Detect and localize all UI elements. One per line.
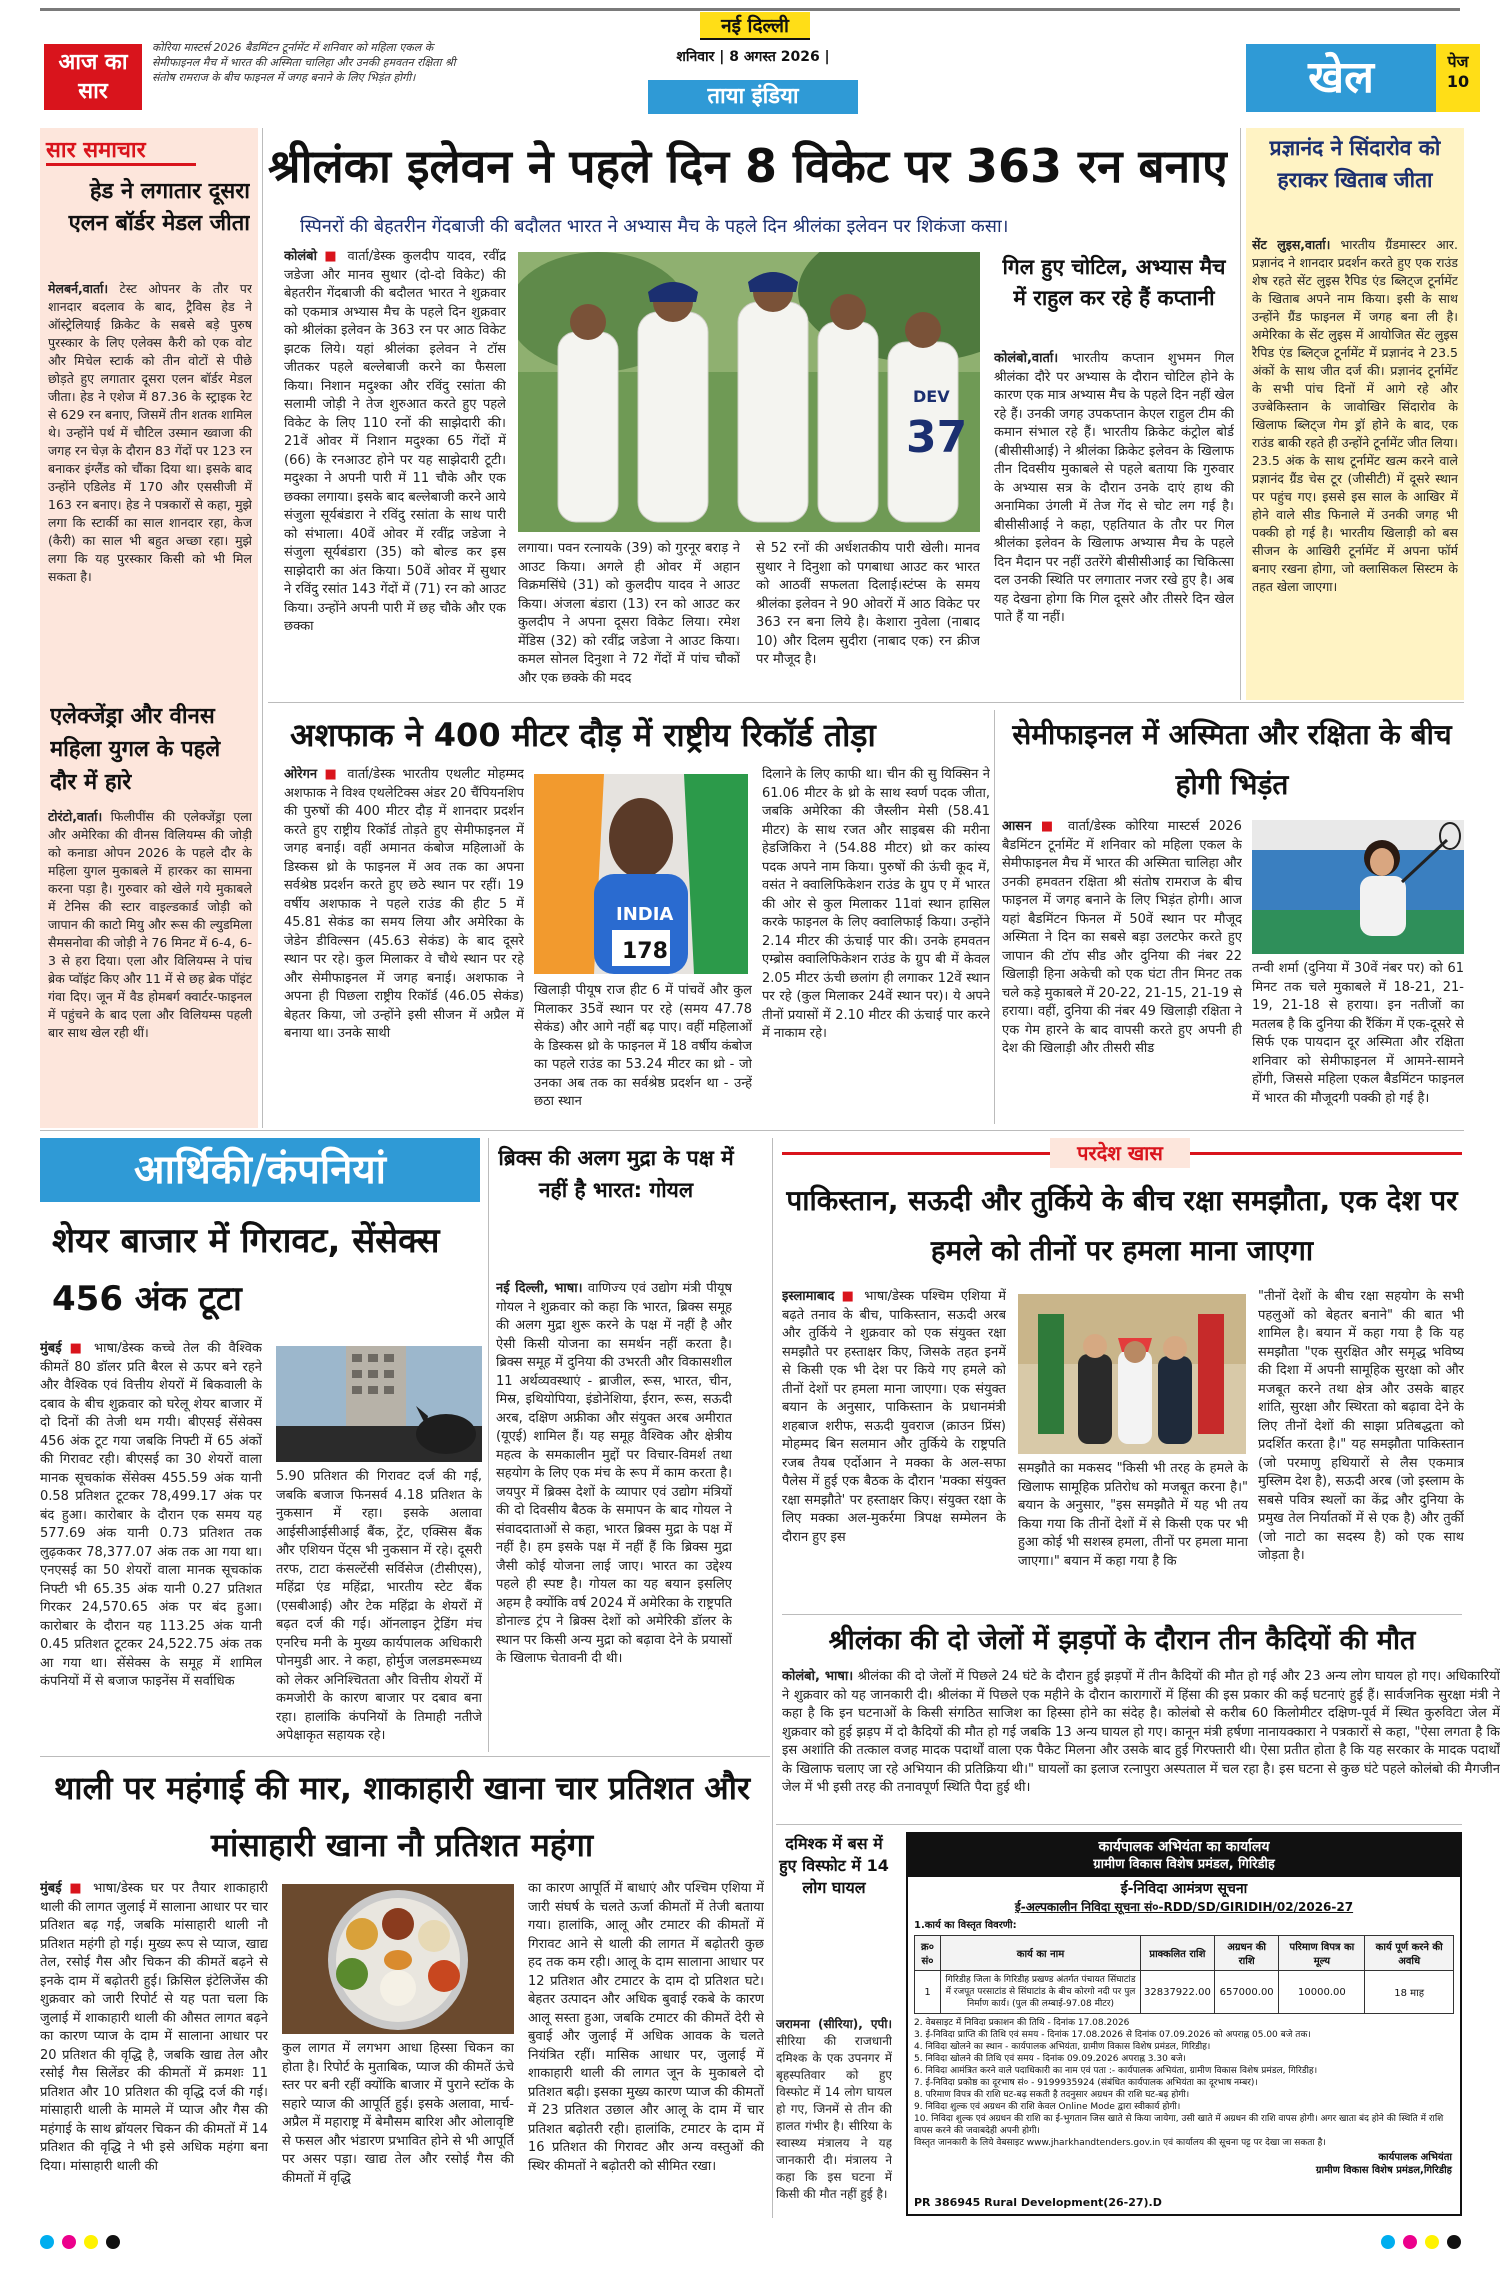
tender-th: कार्य पूर्ण करने की अवधि bbox=[1365, 1936, 1454, 1971]
pragg-text: भारतीय ग्रैंडमास्टर आर. प्रज्ञानंद ने शानदार प्रदर्शन करते हुए एक राउंड शेष रहते सेंट लुइस रैपिड एंड ब्लिट्ज टूर्नामेंट के खिताब अपने नाम किया। इसी के साथ उन्होंने ग्रैंड फाइनल में जगह बना ली है। अमेरिका के सेंट लुइस में आयोजित सेंट लुइस रैपिड एंड ब्लिट्ज टूर्नामेंट में प्रज्ञानंद ने 23.5 अंकों के साथ जीत दर्ज की। प्रज्ञानंद टूर्नामेंट के सभी पांच दिनों में आगे रहे और उज्बेकिस्तान के जावोखिर सिंदारोव के खिलाफ ब्लिट्ज गेम ड्रॉ होने के बाद, एक राउंड बाकी रहते ही उन्होंने टूर्नामेंट जीत लिया। 23.5 अंक के साथ टूर्नामेंट खत्म करने वाले प्रज्ञानंद ग्रैंड चेस टूर (जीसीटी) में दूसरे स्थान पर पहुंच गए। इससे इस साल के आखिर में होने वाले सीड फिनाले में उनकी जगह भी पक्की हो गई है। भारतीय खिलाड़ी को बस सीजन के आखिरी टूर्नामेंट में अपना फॉर्म बनाए रखना होगा, जो क्लासिकल सिस्टम के तहत खेला जाएगा। bbox=[1252, 237, 1458, 594]
tender-note: 5. निविदा खोलने की तिथि एवं समय - दिनांक 09.09.2026 अपराह्न 3.30 बजे। bbox=[914, 2054, 1186, 2064]
athlete-photo-art bbox=[534, 774, 748, 974]
semi-body1 bbox=[1002, 818, 1242, 1122]
tender-cell: 10000.00 bbox=[1279, 1971, 1365, 2014]
registration-strip bbox=[40, 2232, 1464, 2252]
tender-signature bbox=[908, 2151, 1452, 2177]
column-rule bbox=[488, 1138, 489, 1752]
tender-office-bar bbox=[908, 1834, 1460, 1877]
athlete-shirt-text: INDIA bbox=[616, 904, 674, 925]
arthik-banner bbox=[40, 1138, 480, 1202]
semi-headline: सेमीफाइनल में अस्मिता और रक्षिता के बीच होगी भिड़ंत bbox=[1012, 718, 1452, 801]
lead-dateline: कोलंबो bbox=[284, 249, 317, 264]
bse-photo bbox=[276, 1346, 482, 1462]
brics-dateline: नई दिल्ली, भाषा। bbox=[496, 1281, 583, 1296]
pardesh-label: परदेश खास bbox=[1077, 1141, 1163, 1165]
tender-pr: PR 386945 Rural Development(26-27).D bbox=[914, 2196, 1162, 2209]
tender-th: प्राक्कलित राशि bbox=[1141, 1936, 1215, 1971]
masthead-top-rule bbox=[40, 8, 1460, 11]
aaj-ka-saar-text: कोरिया मास्टर्स 2026 बैडमिंटन टूर्नामेंट में शनिवार को महिला एकल के सेमीफाइनल मैच में भारत की अस्मिता चालिहा और उनकी हमवतन रक्षिता श्री संतोष रामराज के बीच फाइनल में जगह बनाने के लिए भिड़ंत होगी। bbox=[152, 41, 456, 84]
jail-dateline: कोलंबो, भाषा। bbox=[782, 1669, 854, 1684]
tender-division: ग्रामीण विकास विशेष प्रमंडल, गिरिडीह bbox=[1093, 1857, 1275, 1872]
ashfaq-col2: खिलाड़ी पीयूष राज हीट 6 में पांचवें और कुल मिलाकर 35वें स्थान पर रहे (समय 47.78 सेकंड) और आगे नहीं बढ़ पाए। वहीं महिलाओं के डिस्कस थ्रो के फाइनल में 18 वर्षीय कंबोज का पहले राउंड का 53.24 मीटर का थ्रो - जो उनका अब तक का सर्वश्रेष्ठ प्रदर्शन था - उन्हें छठा स्थान bbox=[534, 983, 752, 1109]
tender-cell: 32837922.00 bbox=[1141, 1971, 1215, 2014]
pardesh-label-box bbox=[1050, 1138, 1190, 1168]
tender-note: 2. वेबसाइट में निविदा प्रकाशन की तिथि - दिनांक 17.08.2026 bbox=[914, 2018, 1130, 2028]
semi-text1: कोरिया मास्टर्स 2026 बैडमिंटन टूर्नामेंट में शनिवार को महिला एकल के सेमीफाइनल मैच में भारत की अस्मिता चालिहा और उनकी हमवतन रक्षिता श्री संतोष रामराज के बीच फाइनल में जगह बनाने के लिए भिड़ंत होगी। आज यहां बैडमिंटन फिनल में 50वें स्थान पर मौजूद अस्मिता ने दिन का सबसे बड़ा उलटफेर करते हुए जापान की टॉप सीड और दुनिया की नंबर 22 खिलाड़ी हिना अकेची को एक घंटा तीन मिनट तक चले कड़े मुकाबले में 20-22, 21-15, 21-19 से हराया। वहीं, दुनिया की नंबर 49 खिलाड़ी रक्षिता ने एक गेम हारने के बाद वापसी करते हुए अपनी ही देश की खिलाड़ी और तीसरी सीड bbox=[1002, 819, 1242, 1056]
section-rule bbox=[40, 1130, 1464, 1131]
jail-body bbox=[782, 1668, 1500, 1798]
tender-sign-office: ग्रामीण विकास विशेष प्रमंडल,गिरिडीह bbox=[1315, 2165, 1452, 2176]
tender-notes bbox=[914, 2017, 1454, 2149]
brics-headline: ब्रिक्स की अलग मुद्रा के पक्ष में नहीं है भारत: गोयल bbox=[498, 1146, 734, 1202]
saar-story1-body bbox=[48, 280, 252, 690]
cyan-mark bbox=[1381, 2235, 1395, 2249]
semi-dateline: आसन bbox=[1002, 819, 1032, 834]
city-label: नई दिल्ली bbox=[700, 12, 810, 40]
thali-col1-text: घर पर तैयार शाकाहारी थाली की लागत जुलाई में सालाना आधार पर चार प्रतिशत बढ़ गई, जबकि मांसाहारी थाली नौ प्रतिशत महंगी हो गई। मुख्य रूप से प्याज, खाद्य तेल, रसोई गैस और चिकन की कीमतें बढ़ने से इनके दाम में बढ़ोतरी हुई। क्रिसिल इंटेलिजेंस की शुक्रवार को जारी रिपोर्ट से यह पता चला कि जुलाई में शाकाहारी थाली की औसत लागत बढ़ने का कारण प्याज के दाम में सालाना आधार पर 20 प्रतिशत की वृद्धि है, जबकि खाद्य तेल और रसोई गैस सिलेंडर की कीमतों में क्रमशः 11 प्रतिशत और 10 प्रतिशत की वृद्धि दर्ज की गई। मांसाहारी थाली के मामले में प्याज और गैस की महंगाई के साथ ब्रॉयलर चिकन की कीमतों में 14 प्रतिशत की वृद्धि ने भी इसे अधिक महंगा बना दिया। मांसाहारी थाली की bbox=[40, 1881, 268, 2174]
saar-column bbox=[40, 128, 258, 1128]
pak-headline: पाकिस्तान, सऊदी और तुर्किये के बीच रक्षा समझौता, एक देश पर हमले को तीनों पर हमला माना जाएगा bbox=[786, 1184, 1458, 1267]
thali-agency-mark: ■ bbox=[69, 1881, 86, 1896]
black-mark bbox=[106, 2235, 120, 2249]
ashfaq-col1 bbox=[284, 766, 524, 1122]
thali-col1 bbox=[40, 1880, 268, 2216]
lead-agency: वार्ता/डेस्क bbox=[347, 249, 396, 264]
saar-story1-headline: हेड ने लगातार दूसरा एलन बॉर्डर मेडल जीता bbox=[68, 179, 250, 236]
thali-agency: भाषा/डेस्क bbox=[93, 1881, 143, 1896]
saar-story1-text: टेस्ट ओपनर के तौर पर शानदार बदलाव के बाद, ट्रैविस हेड ने ऑस्ट्रेलियाई क्रिकेट के सबसे बड़े पुरुष पुरस्कार के लिए एलेक्स कैरी को एक वोट और मिचेल स्टार्क को तीन वोटों से पीछे छोड़ते हुए लगातार दूसरा एलन बॉर्डर मेडल जीता। हेड ने एशेज में 87.36 के स्ट्राइक रेट से 629 रन बनाए, जिसमें तीन शतक शामिल थे। उन्होंने पर्थ में चौटिल उस्मान ख्वाजा की जगह रन चेज़ के दौरान 83 गेंदों पर 123 रन बनाकर इंग्लैंड को चौंका दिया था। इसके बाद उन्होंने एडिलेड में 170 और एससीजी में 163 रन बनाए। हेड ने पत्रकारों से कहा, मुझे लगा कि स्टार्की का साल शानदार रहा, केज (कैरी) का साल भी बहुत अच्छा रहा। मुझे लगा कि यह पुरस्कार किसी को भी मिल सकता है। bbox=[48, 281, 252, 584]
thali-photo-art bbox=[282, 1884, 514, 2034]
column-rule bbox=[262, 128, 263, 1128]
share-agency: भाषा/डेस्क bbox=[93, 1341, 144, 1356]
damishk-dateline: जरामना (सीरिया), एपी। bbox=[776, 2017, 892, 2031]
tender-table-wrap bbox=[914, 1935, 1454, 2014]
column-rule bbox=[1240, 128, 1241, 700]
share-headline: शेयर बाजार में गिरावट, सेंसेक्स 456 अंक टूटा bbox=[52, 1221, 440, 1319]
pragg-dateline: सेंट लुइस,वार्ता। bbox=[1252, 237, 1331, 252]
share-agency-mark: ■ bbox=[69, 1341, 86, 1356]
thali-headline: थाली पर महंगाई की मार, शाकाहारी खाना चार प्रतिशत और मांसाहारी खाना नौ प्रतिशत महंगा bbox=[53, 1769, 751, 1864]
summit-photo-art bbox=[1018, 1294, 1246, 1454]
pak-col2: समझौते का मकसद "किसी भी तरह के हमले के खिलाफ सामूहिक प्रतिरोध को मजबूत करना है।" बयान के अनुसार, "इस समझौते में यह भी तय किया गया कि तीनों देशों में से किसी एक पर भी हुआ कोई भी सशस्त्र हमला, तीनों पर हमला माना जाएगा।" बयान में कहा गया है कि bbox=[1018, 1461, 1248, 1569]
tender-th: अग्रधन की राशि bbox=[1214, 1936, 1279, 1971]
saar-label: सार समाचार bbox=[46, 138, 146, 163]
saar-story2-dateline: टोरंटो,वार्ता। bbox=[48, 809, 103, 824]
black-mark bbox=[1447, 2235, 1461, 2249]
thali-photo bbox=[282, 1884, 514, 2034]
lead-col2: लगाया। पवन रत्नायके (39) को गुरनूर बराड़ ने आउट किया। अगले ही ओवर में अहान विक्रमसिंघे (31) को कुलदीप यादव ने आउट किया। अंजला बंडारा (13) रन को आउट कर कुलदीप ने अपना दूसरा विकेट लिया। रमेश मेंडिस (32) को रवींद्र जडेजा ने आउट किया। कमल सोनल दिनुशा ने 72 गेंदों में पांच चौकों और एक छक्के की मदद bbox=[518, 541, 740, 686]
tender-cell: 657000.00 bbox=[1214, 1971, 1279, 2014]
share-col2: 5.90 प्रतिशत की गिरावट दर्ज की गई, जबकि बजाज फिनसर्व 4.18 प्रतिशत के नुकसान में रहा। इसके अलावा आईसीआईसीआई बैंक, ट्रेंट, एक्सिस बैंक और एशियन पेंट्स भी नुकसान में रहे। दूसरी तरफ, टाटा कंसल्टेंसी सर्विसेज (टीसीएस), महिंद्रा एंड महिंद्रा, भारतीय स्टेट बैंक (एसबीआई) और टेक महिंद्रा के शेयरों में बढ़त दर्ज की गई। ऑनलाइन ट्रेडिंग मंच एनरिच मनी के मुख्य कार्यपालक अधिकारी पोनमुडी आर. ने कहा, होर्मुज जलडमरूमध्य को लेकर अनिश्चितता और वित्तीय शेयरों में कमजोरी के कारण बाजार पर दबाव बना रहा। हालांकि कंपनियों के तिमाही नतीजे अपेक्षाकृत सहायक रहे। bbox=[276, 1469, 482, 1743]
date-line: शनिवार | 8 अगस्त 2026 | bbox=[676, 49, 830, 65]
saar-story1-dateline: मेलबर्न,वार्ता। bbox=[48, 281, 109, 296]
share-col1 bbox=[40, 1340, 262, 1754]
ashfaq-col1-text: भारतीय एथलीट मोहम्मद अशफाक ने विश्व एथलेटिक्स अंडर 20 चैंपियनशिप की पुरुषों की 400 मीटर दौड़ में शानदार प्रदर्शन करते हुए राष्ट्रीय रिकॉर्ड तोड़ते हुए सेमीफाइनल में जगह बनाई। वहीं अमानत कंबोज महिलाओं के डिस्कस थ्रो के फाइनल में अव तक का अपना सर्वश्रेष्ठ प्रदर्शन करते हुए छठे स्थान पर रहीं। 19 वर्षीय अशफाक ने पहले राउंड की हीट 5 में 45.81 सेकंड का समय लिया और अमेरिका के जेडेन डीविल्सन (45.63 सेकंड) के बाद दूसरे स्थान पर रहे। कुल मिलाकर वे चौथे स्थान पर रहे और सेमीफाइनल में जगह बनाई। अशफाक ने अपना ही पिछला राष्ट्रीय रिकॉर्ड (46.05 सेकंड) बेहतर किया, जो उन्होंने इसी सीजन में अप्रैल में बनाया था। उनके साथी bbox=[284, 767, 524, 1041]
tender-note: 4. निविदा खोलने का स्थान - कार्यपालक अभियंता, ग्रामीण विकास विशेष प्रमंडल, गिरिडीह। bbox=[914, 2042, 1211, 2052]
brics-text: वाणिज्य एवं उद्योग मंत्री पीयूष गोयल ने शुक्रवार को कहा कि भारत, ब्रिक्स समूह की अलग मुद्रा शुरू करने के पक्ष में नहीं है और ऐसी किसी योजना का समर्थन नहीं करता है। ब्रिक्स समूह में दुनिया की उभरती और विकासशील 11 अर्थव्यवस्थाएं - ब्राजील, रूस, भारत, चीन, मिस्र, इथियोपिया, इंडोनेशिया, ईरान, रूस, सऊदी अरब, दक्षिण अफ्रीका और संयुक्त अरब अमीरात (यूएई) शामिल हैं। यह समूह वैश्विक और क्षेत्रीय महत्व के समकालीन मुद्दों पर विचार-विमर्श तथा सहयोग के लिए एक मंच के रूप में काम करता है। जयपुर में ब्रिक्स देशों के व्यापार एवं उद्योग मंत्रियों की दो दिवसीय बैठक के समापन के बाद गोयल ने संवाददाताओं से कहा, भारत ब्रिक्स मुद्रा के पक्ष में नहीं है। हम इसके पक्ष में नहीं हैं कि ब्रिक्स मुद्रा जैसी कोई योजना लाई जाए। भारत का उद्देश्य पहले ही स्पष्ट है। गोयल का यह बयान इसलिए अहम है क्योंकि वर्ष 2024 में अमेरिका के राष्ट्रपति डोनाल्ड ट्रंप ने ब्रिक्स देशों को अमेरिकी डॉलर के स्थान पर किसी अन्य मुद्रा को बढ़ावा देने के प्रयासों के खिलाफ चेतावनी दी थी। bbox=[496, 1281, 732, 1666]
page-number-box bbox=[1436, 44, 1480, 112]
summit-photo bbox=[1018, 1294, 1246, 1458]
tender-office: कार्यपालक अभियंता का कार्यालय bbox=[1098, 1839, 1270, 1855]
athlete-photo bbox=[534, 774, 748, 974]
registration-marks-right bbox=[1340, 2234, 1464, 2250]
arthik-banner-title: आर्थिकी/कंपनियां bbox=[133, 1147, 387, 1193]
section-rule bbox=[268, 702, 1464, 703]
tender-th: परिमाण विपत्र का मूल्य bbox=[1279, 1936, 1365, 1971]
lead-col1-text: कुलदीप यादव, रवींद्र जडेजा और मानव सुथार (दो-दो विकेट) की बेहतरीन गेंदबाजी की बदौलत भारत ने शुक्रवार को एकमात्र अभ्यास मैच के पहले दिन शुक्रवार को श्रीलंका इलेवन के 363 रन पर आठ विकेट झटक लिये। यहां श्रीलंका इलेवन ने टॉस जीतकर पहले बल्लेबाजी करने का फैसला किया। निशान मदुश्का और रविंदु रसांता की सलामी जोड़ी ने तेज शुरुआत करते हुए पहले विकेट के लिए 110 रनों की साझेदारी की। 21वें ओवर में निशान मदुश्का 65 गेंदों में (66) के रनआउट होने पर यह साझेदारी टूटी। मदुश्का ने अपनी पारी में 11 चौके और एक छक्का लगाया। इसके बाद बल्लेबाजी करने आये संजुला सूर्यबंडारा ने रविंदु रसांता के साथ पारी को संभाला। 40वें ओवर में रवींद्र जडेजा ने संजुला सूर्यबंडारा (35) को बोल्ड कर इस साझेदारी का अंत किया। 50वें ओवर में सुथार ने रविंदु रसांत 143 गेंदों में (71) रन को आउट किया। उन्होंने अपनी पारी में छह चौके और एक छक्का bbox=[284, 249, 506, 634]
tender-note: 8. परिमाण विपत्र की राशि घट-बढ़ सकती है तदनुसार अग्रधन की राशि घट-बढ़ होगी। bbox=[914, 2090, 1190, 2100]
jail-headline: श्रीलंका की दो जेलों में झड़पों के दौरान तीन कैदियों की मौत bbox=[828, 1625, 1416, 1656]
pragg-headline: प्रज्ञानंद ने सिंदारोव को हराकर खिताब जीता bbox=[1269, 136, 1441, 192]
pak-dateline: इस्लामाबाद bbox=[782, 1289, 835, 1304]
lead-subhead: स्पिनरों की बेहतरीन गेंदबाजी की बदौलत भारत ने अभ्यास मैच के पहले दिन श्रीलंका इलेवन पर शिकंजा कसा। bbox=[300, 216, 1009, 237]
gill-dateline: कोलंबो,वार्ता। bbox=[994, 351, 1059, 366]
tender-title: ई-निविदा आमंत्रण सूचना bbox=[1120, 1881, 1248, 1897]
registration-marks-left bbox=[40, 2234, 240, 2250]
share-col1-text: कच्चे तेल की वैश्विक कीमतें 80 डॉलर प्रति बैरल से ऊपर बने रहने और वैश्विक एवं वित्तीय शेयरों में बिकवाली के दबाव के बीच शुक्रवार को घरेलू शेयर बाजार में दो दिनों की तेजी थम गयी। बीएसई सेंसेक्स 456 अंक टूट गया जबकि निफ्टी में 65 अंकों की गिरावट रही। बीएसई का 30 शेयरों वाला मानक सूचकांक सेंसेक्स 455.59 अंक यानी 0.58 प्रतिशत टूटकर 78,499.17 अंक पर बंद हुआ। कारोबार के दौरान एक समय यह 577.69 अंक यानी 0.73 प्रतिशत तक लुढ़ककर 78,377.07 अंक तक आ गया था। एनएसई का 50 शेयरों वाला मानक सूचकांक निफ्टी भी 65.35 अंक यानी 0.27 प्रतिशत गिरकर 24,570.65 अंक पर बंद हुआ। कारोबार के दौरान यह 113.25 अंक यानी 0.45 प्रतिशत टूटकर 24,522.75 अंक तक आ गया था। सेंसेक्स के समूह में शामिल कंपनियों में से बजाज फाइनेंस में सर्वाधिक bbox=[40, 1341, 262, 1689]
bse-photo-art bbox=[276, 1346, 482, 1462]
tender-cell: गिरिडीह जिला के गिरिडीह प्रखण्ड अंतर्गत पंचायत सिंघाटांड में रजपूत परसाटांड से सिंघाटांड के बीच कोरगो नदी पर पुल निर्माण कार्य। (पुल की लम्बाई-97.08 मीटर) bbox=[941, 1971, 1141, 2014]
damishk-body bbox=[776, 2016, 892, 2216]
tender-th: कार्य का नाम bbox=[941, 1936, 1141, 1971]
tender-note: 3. ई-निविदा प्राप्ति की तिथि एवं समय - दिनांक 17.08.2026 से दिनांक 07.09.2026 को अपराह्न 05.00 बजे तक। bbox=[914, 2030, 1311, 2040]
tender-note: 6. निविदा आमंत्रित करने वाले पदाधिकारी का नाम एवं पता :- कार्यपालक अभियंता, ग्रामीण विकास विशेष प्रमंडल, गिरिडीह। bbox=[914, 2066, 1318, 2076]
tender-sign-title: कार्यपालक अभियंता bbox=[1378, 2152, 1452, 2163]
pak-agency: भाषा/डेस्क bbox=[864, 1289, 914, 1304]
magenta-mark bbox=[1403, 2235, 1417, 2249]
semi-agency-mark: ■ bbox=[1040, 819, 1059, 834]
player-jersey-number: 37 bbox=[906, 412, 968, 463]
tender-note: 10. निविदा शुल्क एवं अग्रधन की राशि का ई-भुगतान जिस खाते से किया जायेगा, उसी खाते में अग्रधन की राशि वापस होगी। अगर खाता बंद होने की स्थिति में राशि वापस करने की जवाबदेही अपनी होगी। bbox=[914, 2114, 1444, 2136]
magenta-mark bbox=[62, 2235, 76, 2249]
masthead bbox=[0, 0, 1500, 118]
semi-agency: वार्ता/डेस्क bbox=[1068, 819, 1116, 834]
semi-body2: तन्वी शर्मा (दुनिया में 30वें नंबर पर) को 61 मिनट तक चले मुकाबले में 18-21, 21-19, 21-18 से हराया। इन नतीजों का मतलब है कि दुनिया की रैंकिंग में एक-दूसरे से सिर्फ एक पायदान दूर अस्मिता और रक्षिता शनिवार को सेमीफाइनल में आमने-सामने होंगी, जिससे महिला एकल बैडमिंटन फाइनल में भारत की मौजूदगी पक्की हो गई है। bbox=[1252, 961, 1464, 1106]
aaj-ka-saar-box bbox=[44, 44, 142, 110]
pragg-body bbox=[1252, 236, 1458, 696]
cricket-photo-art bbox=[518, 252, 980, 532]
saar-story2-text: फिलीपींस की एलेक्जेंड्रा एला और अमेरिका की वीनस विलियम्स की जोड़ी को कनाडा ओपन 2026 के पहले दौर के महिला युगल मुकाबले में हारकर का सामना करना पड़ा है। गुरुवार को खेले गये मुकाबले में टेनिस की स्टार वाइल्डकार्ड जोड़ी को जापान की काटो मियु और रूस की ल्युडमिला सैमसनोवा की जोड़ी ने 76 मिनट में 6-4, 6-3 से हरा दिया। एला और विलियम्स ने पांच ब्रेक प्वॉइंट किए और 11 में से छह ब्रेक पॉइंट गंवा दिए। जून में वैड होमबर्ग क्वार्टर-फाइनल में पहुंचने के बाद एला और विलियम्स पहली बार साथ खेल रही थीं। bbox=[48, 809, 252, 1040]
tender-row bbox=[915, 1971, 1454, 2014]
saar-story2-headline: एलेक्जेंड्रा और वीनस महिला युगल के पहले दौर में हारे bbox=[50, 704, 221, 795]
ashfaq-dateline: ओरेगन bbox=[284, 767, 318, 782]
tender-cell: 18 माह bbox=[1365, 1971, 1454, 2014]
tender-note: विस्तृत जानकारी के लिये वेबसाइट www.jharkhandtenders.gov.in एवं कार्यालय की सूचना पट्ट पर देखा जा सकता है। bbox=[914, 2138, 1326, 2148]
aaj-ka-saar-label: आज का सार bbox=[58, 50, 128, 104]
damishk-headline: दमिश्क में बस में हुए विस्फोट में 14 लोग घायल bbox=[779, 1834, 889, 1897]
cricket-photo bbox=[518, 252, 980, 532]
yellow-mark bbox=[84, 2235, 98, 2249]
tender-note: 7. ई-निविदा प्रकोष्ठ का दूरभाष सं० - 9199935924 (संबंधित कार्यपालक अभियंता का दूरभाष नम्बर)। bbox=[914, 2078, 1258, 2088]
page-label: पेज bbox=[1447, 52, 1469, 71]
pak-agency-mark: ■ bbox=[841, 1289, 858, 1304]
ashfaq-agency: वार्ता/डेस्क bbox=[347, 767, 396, 782]
ashfaq-col3: दिलाने के लिए काफी था। चीन की सु यिक्सिन ने 61.06 मीटर के थ्रो के साथ स्वर्ण पदक जीता, जबकि अमेरिका की जैस्लीन मेसी (58.41 मीटर) के साथ रजत और साइबस की मरीना हेडजिकिरा ने (54.88 मीटर) थ्रो कर कांस्य पदक अपने नाम किया। पुरुषों की ऊंची कूद में, वसंत ने क्वालिफिकेशन राउंड के ग्रुप ए में भारत की ओर से कुल मिलाकर 11वां स्थान हासिल करके फाइनल के लिए क्वालिफाई किया। उन्होंने 2.14 मीटर की ऊंचाई पार की। उनके हमवतन एम्ब्रोस क्वालिफिकेशन राउंड के ग्रुप बी में केवल 2.05 मीटर ऊंची छलांग ही लगाकर 12वें स्थान पर रहे (कुल मिलाकर 24वें स्थान पर)। ये अपने तीनों प्रयासों में 2.10 मीटर की ऊंचाई पार करने में नाकाम रहे। bbox=[762, 767, 990, 1041]
jail-text: श्रीलंका की दो जेलों में पिछले 24 घंटे के दौरान हुई झड़पों में तीन कैदियों की मौत हो गई और 23 अन्य लोग घायल हो गए। अधिकारियों ने शुक्रवार को यह जानकारी दी। श्रीलंका में पिछले एक महीने के दौरान कारागारों में हिंसा की इस प्रकार की कई घटनाएं हुई हैं। सार्वजनिक सुरक्षा मंत्री ने कहा है कि इन घटनाओं के किसी संगठित साजिश का हिस्सा होने का संदेह है। कोलंबो से करीब 60 किलोमीटर दक्षिण-पूर्व में स्थित कुरुविटा जेल में शुक्रवार को हुई झड़प में दो कैदियों की मौत हो गई जबकि 13 अन्य घायल हो गए। कानून मंत्री हर्षणा नानायक्कारा ने पत्रकारों से कहा, "ऐसा लगता है कि इस अशांति की तत्काल वजह मादक पदार्थों वाला एक पैकेट मिलना और उसके बाद हुई गिरफ्तारी थी। ऐसा प्रतीत होता है कि यह सरकार के मादक पदार्थों के खिलाफ चलाए जा रहे अभियान की प्रतिक्रिया थी।" घायलों का इलाज रत्नापुरा अस्पताल में चल रहा है। इस घटना से कुछ घंटे पहले कोलंबो की मैगजीन जेल में भी इसी तरह की तनावपूर्ण स्थिति पैदा हुई थी। bbox=[782, 1669, 1500, 1795]
column-rule bbox=[994, 710, 995, 1124]
gill-headline: गिल हुए चोटिल, अभ्यास मैच में राहुल कर रहे हैं कप्तानी bbox=[1002, 255, 1226, 310]
lead-col3: से 52 रनों की अर्धशतकीय पारी खेली। मानव सुथार ने दिनुशा को पगबाधा आउट कर भारत को आठवीं सफलता दिलाई।स्टंप्स के समय श्रीलंका इलेवन ने 90 ओवरों में आठ विकेट पर 363 रन बना लिये है। केशारा नुवेला (नाबाद 10) और दिलम सुदीरा (नाबाद एक) रन क्रीज पर मौजूद है। bbox=[756, 541, 980, 667]
tender-ad bbox=[906, 1832, 1462, 2216]
pak-col1 bbox=[782, 1288, 1006, 1608]
tender-th: क्र० सं० bbox=[915, 1936, 941, 1971]
pak-col1-text: पश्चिम एशिया में बढ़ते तनाव के बीच, पाकिस्तान, सऊदी अरब और तुर्किये ने शुक्रवार को एक संयुक्त रक्षा समझौते पर हस्ताक्षर किए, जिसके तहत इनमें से किसी एक भी देश पर किये गए हमले को तीनों देशों पर हमला माना जाएगा। एक संयुक्त बयान के अनुसार, पाकिस्तान के प्रधानमंत्री शहबाज शरीफ, सऊदी युवराज (क्राउन प्रिंस) मोहम्मद बिन सलमान और तुर्किये के राष्ट्रपति रजब तैयब एर्दोआन ने मक्का के अल-सफा पैलेस में हुई एक बैठक के दौरान 'मक्का संयुक्त रक्षा समझौते' पर हस्ताक्षर किए। संयुक्त रक्षा के लिए मक्का अल-मुकर्रमा त्रिपक्ष सम्मेलन के दौरान हुए इस bbox=[782, 1289, 1006, 1545]
badminton-photo-art bbox=[1252, 820, 1464, 954]
thali-col3: का कारण आपूर्ति में बाधाएं और पश्चिम एशिया में जारी संघर्ष के चलते ऊर्जा कीमतों में तेजी बताया गया। हालांकि, आलू और टमाटर की कीमतों में गिरावट आने से थाली की लागत में बढ़ोतरी कुछ हद तक कम रही। आलू के दाम सालाना आधार पर 12 प्रतिशत और टमाटर के दाम दो प्रतिशत घटे। बेहतर उत्पादन और अधिक बुवाई रकबे के कारण आलू सस्ता हुआ, जबकि टमाटर की कीमतें देरी से बुवाई और जुलाई में अधिक आवक के चलते नियंत्रित रहीं। मासिक आधार पर, जुलाई में शाकाहारी थाली की लागत जून के मुकाबले दो प्रतिशत बढ़ी। इसका मुख्य कारण प्याज की कीमतों में 23 प्रतिशत उछाल और आलू के दाम में चार प्रतिशत बढ़ोतरी रही। हालांकि, टमाटर के दाम में 16 प्रतिशत की गिरावट और अन्य वस्तुओं की स्थिर कीमतों ने बढ़ोतरी को सीमित रखा। bbox=[528, 1881, 764, 2174]
cyan-mark bbox=[40, 2235, 54, 2249]
section-rule bbox=[782, 1614, 1462, 1615]
section-rule bbox=[40, 1756, 770, 1757]
saar-story2-body bbox=[48, 808, 252, 1126]
saar-label-box bbox=[46, 136, 196, 166]
athlete-bib: 178 bbox=[622, 939, 668, 964]
paper-name: ताया इंडिया bbox=[648, 80, 858, 114]
ashfaq-headline: अशफाक ने 400 मीटर दौड़ में राष्ट्रीय रिकॉर्ड तोड़ा bbox=[290, 716, 876, 754]
tender-ref: ई-अल्पकालीन निविदा सूचना सं०-RDD/SD/GIRIDIH/02/2026-27 bbox=[1014, 1900, 1354, 1914]
tender-cell: 1 bbox=[915, 1971, 941, 2014]
ashfaq-agency-mark: ■ bbox=[324, 767, 340, 782]
tender-section-label: 1.कार्य का विस्तृत विवरणी: bbox=[914, 1920, 1017, 1931]
share-dateline: मुंबई bbox=[40, 1341, 62, 1356]
badminton-photo bbox=[1252, 820, 1464, 954]
yellow-mark bbox=[1425, 2235, 1439, 2249]
tender-note: 9. निविदा शुल्क एवं अग्रधन की राशि केवल Online Mode द्वारा स्वीकार्य होगी। bbox=[914, 2102, 1181, 2112]
page-number: 10 bbox=[1446, 72, 1470, 91]
section-rule bbox=[776, 1824, 1462, 1825]
tender-header-row bbox=[915, 1936, 1454, 1971]
brics-body bbox=[496, 1280, 732, 1750]
thali-col2: कुल लागत में लगभग आधा हिस्सा चिकन का होता है। रिपोर्ट के मुताबिक, प्याज की कीमतें ऊंचे स्तर पर बनी रहीं क्योंकि बाजार में पुराने स्टॉक के सहारे प्याज की आपूर्ति हुई। इसके अलावा, मार्च-अप्रैल में महाराष्ट्र में बेमौसम बारिश और ओलावृष्टि से फसल और भंडारण प्रभावित होने से भी आपूर्ति पर असर पड़ा। खाद्य तेल और रसोई गैस की कीमतों में वृद्धि bbox=[282, 2041, 514, 2186]
player-jersey-name: DEV bbox=[913, 387, 950, 406]
thali-dateline: मुंबई bbox=[40, 1881, 62, 1896]
section-title: खेल bbox=[1308, 52, 1374, 103]
tender-table bbox=[914, 1935, 1454, 2014]
lead-headline: श्रीलंका इलेवन ने पहले दिन 8 विकेट पर 363 रन बनाए bbox=[268, 139, 1228, 193]
damishk-text: सीरिया की राजधानी दमिश्क के एक उपनगर में बृहस्पतिवार को हुए विस्फोट में 14 लोग घायल हो गए, जिनमें से तीन की हालत गंभीर है। सीरिया के स्वास्थ्य मंत्रालय ने यह जानकारी दी। मंत्रालय ने कहा कि इस घटना में किसी की मौत नहीं हुई है। bbox=[776, 2034, 892, 2201]
gill-text: भारतीय कप्तान शुभमन गिल श्रीलंका दौरे पर अभ्यास के दौरान चोटिल होने के कारण एक मात्र अभ्यास मैच के पहले दिन नहीं खेल रहे हैं। उनकी जगह उपकप्तान केएल राहुल टीम की कमान संभाल रहे हैं। भारतीय क्रिकेट कंट्रोल बोर्ड (बीसीसीआई) ने श्रीलंका क्रिकेट इलेवन के खिलाफ तीन दिवसीय मुकाबले से पहले बताया कि गुरुवार के अभ्यास सत्र के दौरान उनके दाएं हाथ की अनामिका उंगली में तेज गेंद से चोट लग गई है। बीसीसीआई ने कहा, एहतियात के तौर पर गिल श्रीलंका इलेवन के खिलाफ अभ्यास मैच के पहले दिन मैदान पर नहीं उतरेंगे बीसीसीआई का चिकित्सा दल उनकी स्थिति पर लगातार नजर रखे हुए है। अब यह देखना होगा कि गिल दूसरे और तीसरे दिन खेल पाते हैं या नहीं। bbox=[994, 351, 1234, 625]
pak-col3: "तीनों देशों के बीच रक्षा सहयोग के सभी पहलुओं को बेहतर बनाने" की बात भी शामिल है। बयान में कहा गया है कि यह समझौता "एक सुरक्षित और समृद्ध भविष्य की दिशा में अपनी सामूहिक सुरक्षा को और मजबूत करने तथा क्षेत्र और उसके बाहर शांति, सुरक्षा और स्थिरता को बढ़ावा देने के लिए तीनों देशों की साझा प्रतिबद्धता को प्रदर्शित करता है।" यह समझौता पाकिस्तान (जो परमाणु हथियारों से लैस एकमात्र मुस्लिम देश है), सऊदी अरब (जो इस्लाम के सबसे पवित्र स्थलों का केंद्र और दुनिया के प्रमुख तेल निर्यातकों में से एक है) और तुर्की (जो नाटो का सदस्य है) को एक साथ जोड़ता है। bbox=[1258, 1289, 1464, 1563]
lead-agency-mark: ■ bbox=[324, 249, 341, 264]
column-rule bbox=[772, 1138, 773, 2218]
